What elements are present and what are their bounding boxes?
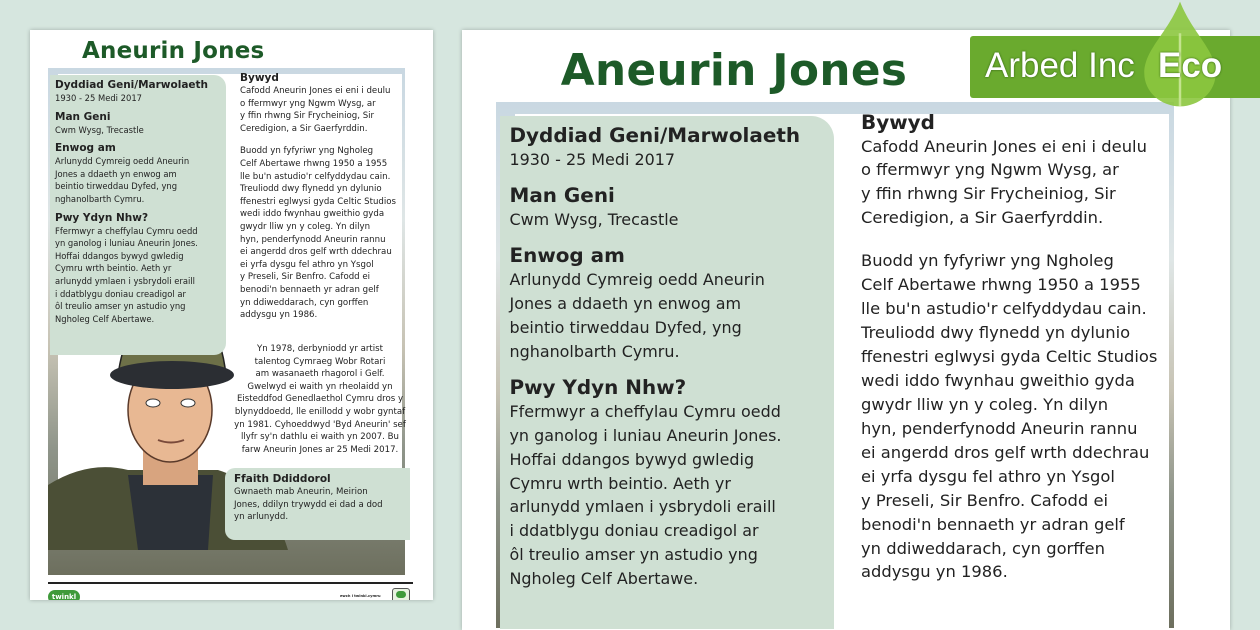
fact-heading: Ffaith Ddiddorol [234,473,331,485]
biography-column [861,110,1157,604]
text-line: Jones a ddaeth yn enwog am [55,168,177,179]
text-line: arlunydd ymlaen i ysbrydoli eraill [55,275,195,286]
text-line: Treuliodd dwy flynedd yn dylunio [861,323,1131,343]
text-line: yn arlunydd. [234,512,289,523]
text-line: ei angerdd dros gelf wrth ddechrau [240,247,392,258]
text-line: lle bu'n astudio'r celfyddydau cain. [861,299,1147,319]
badge-brand: Arbed Inc [985,46,1135,85]
text-line: y Preseli, Sir Benfro. Cafodd ei [861,490,1109,510]
text-line: Treuliodd dwy flynedd yn dylunio [240,184,382,195]
text-line: Ffermwyr a cheffylau Cymru oedd [55,225,198,236]
text-line: Jones, ddilyn trywydd ei dad a dod [234,499,383,510]
biography-column [240,72,396,332]
text-line: nghanolbarth Cymru. [55,193,145,204]
info-section [55,142,208,205]
text-line: ôl treulio amser yn astudio yng [55,301,186,312]
text-line: Ngholeg Celf Abertawe. [55,313,155,324]
info-section [55,79,208,105]
info-section [510,123,801,172]
text-line: Yn 1978, derbyniodd yr artist [256,344,384,354]
text-line: ffenestri eglwysi gyda Celtic Studios [861,347,1158,366]
text-line: Arlunydd Cymreig oedd Aneurin [55,156,190,167]
paragraph [240,85,396,135]
text-line: talentog Cymraeg Wobr Rotari [254,356,386,367]
text-line: y Preseli, Sir Benfro. Cafodd ei [240,272,371,283]
text-line: yn ddiweddarach, cyn gorffen [861,538,1105,558]
text-line: Cymru wrth beintio. Aeth yr [509,473,731,493]
section-heading: Enwog am [55,142,116,155]
text-line: Gwnaeth mab Aneurin, Meirion [234,487,368,497]
text-line: llyfr sy'n dathlu ei waith yn 2007. Bu [241,432,399,443]
section-heading: Dyddiad Geni/Marwolaeth [55,79,209,91]
info-section [510,183,801,232]
section-heading: Pwy Ydyn Nhw? [55,211,149,224]
text-line: ei yrfa dysgu fel athro yn Ysgol [861,466,1115,486]
text-line: yn ddiweddarach, cyn gorffen [240,297,369,308]
poster-preview-small[interactable] [30,30,433,600]
text-line: Cafodd Aneurin Jones ei eni i deulu [861,136,1147,156]
facts-column [55,79,208,331]
text-line: wedi iddo fwynhau gweithio gyda [861,370,1135,390]
text-line: o ffermwyr yng Ngwm Wysg, ar [861,160,1119,180]
footer-divider [48,582,413,584]
text-line: i ddatblygu doniau creadigol ar [55,288,186,299]
info-section [55,212,208,326]
text-line: Hoffai ddangos bywyd gwledig [55,250,184,261]
text-line: nghanolbarth Cymru. [509,341,680,361]
seal-icon [392,588,410,600]
text-line: yn ganolog i luniau Aneurin Jones. [509,425,782,445]
text-line: Jones a ddaeth yn enwog am [509,293,742,313]
text-line: lle bu'n astudio'r celfyddydau cain. [240,171,391,182]
text-line: Cafodd Aneurin Jones ei eni i deulu [240,86,391,96]
text-line: addysgu yn 1986. [240,310,318,321]
text-line: yn 1981. Cyhoeddwyd 'Byd Aneurin' sef [234,419,406,430]
poster-title: Aneurin Jones [82,38,265,64]
text-line: wedi iddo fwynhau gweithio gyda [240,209,385,220]
poster [462,30,1228,629]
poster [30,30,433,600]
text-line: yn ganolog i luniau Aneurin Jones. [55,238,198,249]
text-line: Celf Abertawe rhwng 1950 a 1955 [240,158,388,169]
text-line: 1930 - 25 Medi 2017 [509,149,676,169]
text-line: hyn, penderfynodd Aneurin rannu [240,234,386,245]
badge-eco: Eco [1158,46,1223,85]
section-heading: Pwy Ydyn Nhw? [509,375,687,399]
text-line: Ffermwyr a cheffylau Cymru oedd [509,401,781,421]
text-line: Ceredigion, a Sir Gaerfyrddin. [861,208,1104,228]
text-line: Gwelwyd ei waith yn rheolaidd yn [247,381,393,392]
text-line: Cwm Wysg, Trecastle [55,124,144,135]
poster-title: Aneurin Jones [560,45,908,97]
poster-preview-large[interactable] [462,30,1230,630]
text-line: o ffermwyr yng Ngwm Wysg, ar [240,98,376,109]
text-line: Eisteddfod Genedlaethol Cymru dros y [236,394,404,405]
bywyd-heading: Bywyd [240,72,279,84]
info-section [510,375,801,591]
section-heading: Dyddiad Geni/Marwolaeth [509,123,801,148]
text-line: y ffin rhwng Sir Frycheiniog, Sir [861,184,1116,204]
text-line: y ffin rhwng Sir Frycheiniog, Sir [240,111,375,122]
text-line: Buodd yn fyfyriwr yng Ngholeg [861,251,1114,271]
section-heading: Man Geni [509,183,615,208]
text-line: benodi'n bennaeth yr adran gelf [240,284,379,295]
text-line: Hoffai ddangos bywyd gwledig [509,449,755,469]
paragraph [240,145,396,321]
text-line: beintio tirweddau Dyfed, yng [509,317,742,337]
paragraph [230,343,410,456]
text-line: Buodd yn fyfyriwr yng Ngholeg [240,146,374,157]
text-line: 1930 - 25 Medi 2017 [55,93,142,103]
text-line: addysgu yn 1986. [861,562,1008,582]
text-line: arlunydd ymlaen i ysbrydoli eraill [509,497,776,517]
text-line: Cymru wrth beintio. Aeth yr [55,263,172,274]
footer-url: ewch i twinkl.cymru [340,594,381,598]
twinkl-logo: twinkl [48,590,80,600]
text-line: gwydr lliw yn y coleg. Yn dilyn [240,221,371,232]
text-line: ei angerdd dros gelf wrth ddechrau [861,442,1150,462]
text-line: ffenestri eglwysi gyda Celtic Studios [240,196,397,207]
text-line: ôl treulio amser yn astudio yng [509,545,758,565]
text-line: blynyddoedd, lle enillodd y wobr gyntaf [234,406,406,417]
facts-column [510,123,801,603]
text-line: i ddatblygu doniau creadigol ar [509,521,759,541]
text-line: beintio tirweddau Dyfed, yng [55,181,178,192]
text-line: am wasanaeth rhagorol i Gelf. [255,369,385,380]
bywyd-heading: Bywyd [861,109,935,134]
text-line: Arlunydd Cymreig oedd Aneurin [509,269,765,289]
info-section [55,111,208,137]
text-line: ei yrfa dysgu fel athro yn Ysgol [240,259,374,270]
section-heading: Enwog am [509,243,625,268]
paragraph [861,249,1157,584]
text-line: Cwm Wysg, Trecastle [509,209,679,229]
text-line: Celf Abertawe rhwng 1950 a 1955 [861,275,1141,295]
section-heading: Man Geni [55,110,111,123]
info-section [510,243,801,363]
text-line: Ngholeg Celf Abertawe. [509,569,699,589]
fun-fact-box [225,468,410,540]
text-line: benodi'n bennaeth yr adran gelf [861,514,1125,534]
text-line: gwydr lliw yn y coleg. Yn dilyn [861,394,1109,414]
paragraph [861,135,1157,231]
text-line: Ceredigion, a Sir Gaerfyrddin. [240,123,368,134]
text-line: farw Aneurin Jones ar 25 Medi 2017. [241,444,399,455]
text-line: hyn, penderfynodd Aneurin rannu [861,418,1138,438]
